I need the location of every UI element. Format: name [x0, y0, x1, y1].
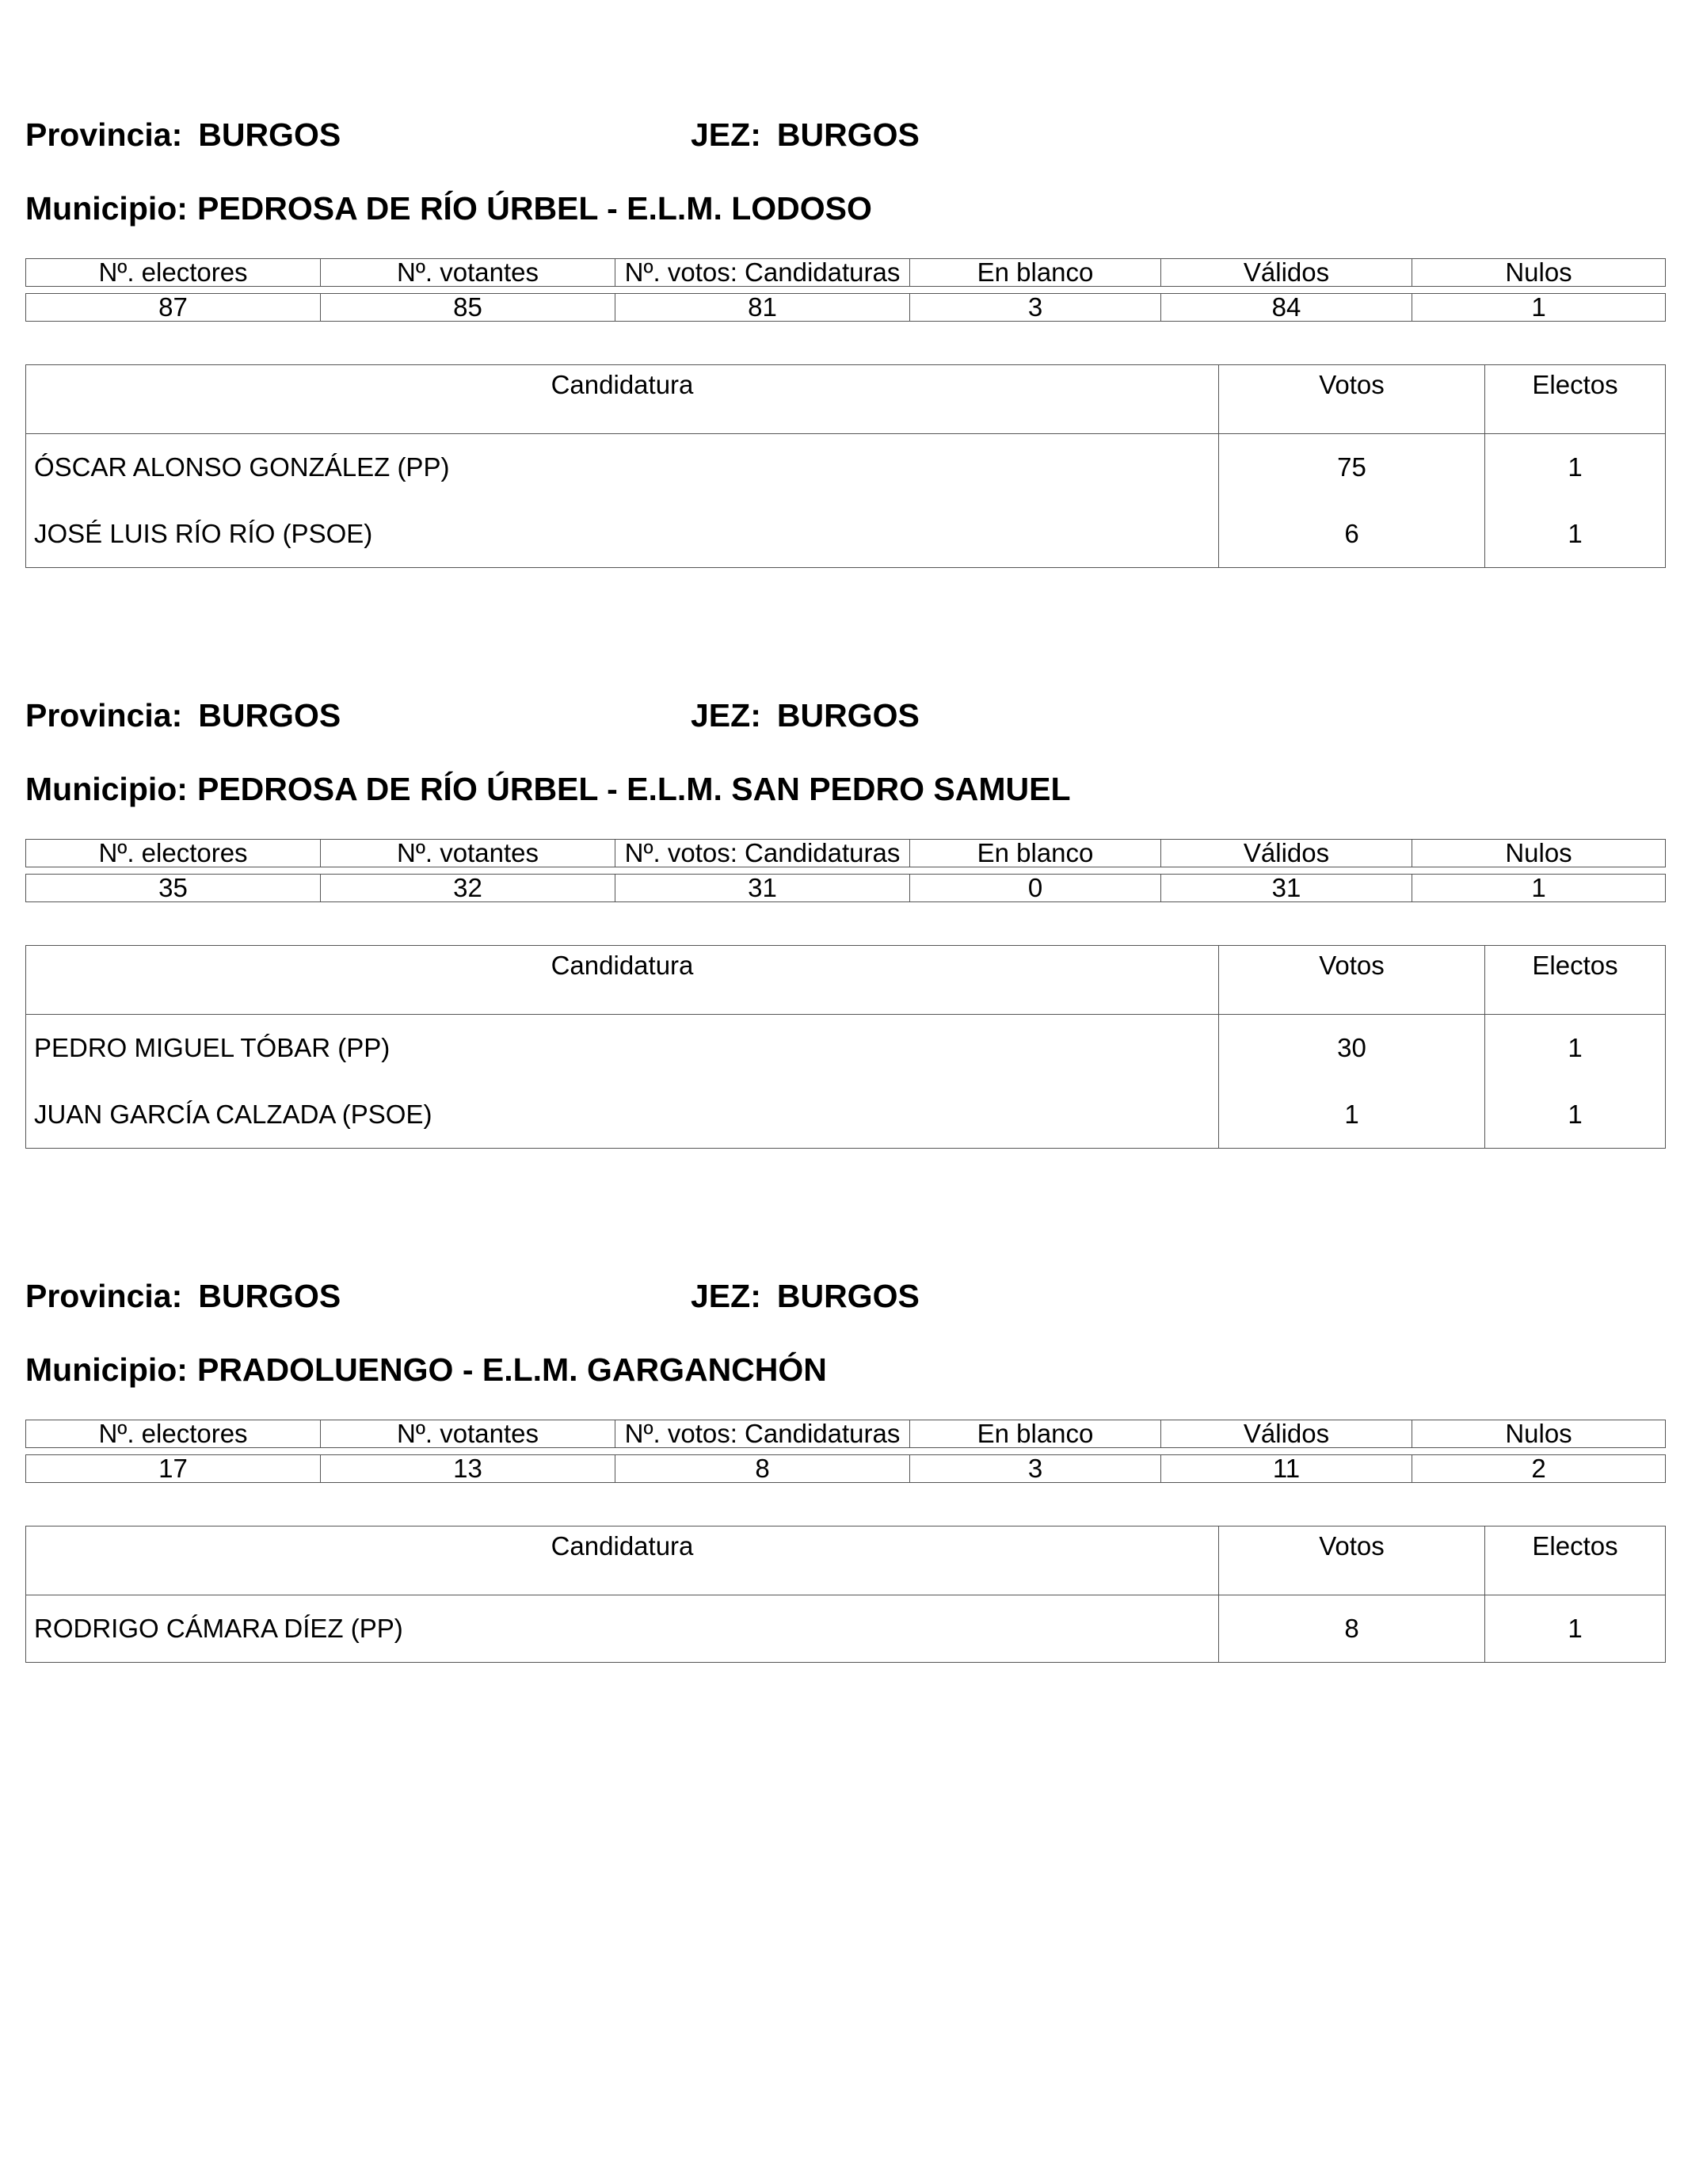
stats-value-cell: 85	[321, 294, 615, 322]
stats-value-cell: 84	[1161, 294, 1412, 322]
candidate-votos: 8	[1219, 1595, 1485, 1663]
stats-header-row	[26, 1420, 1666, 1448]
candidate-name: PEDRO MIGUEL TÓBAR (PP)	[26, 1015, 1219, 1082]
stats-value-cell: 11	[1161, 1455, 1412, 1483]
stats-header-cell: Nº. votos: Candidaturas	[615, 259, 910, 287]
stats-header-cell: Nº. votantes	[321, 259, 615, 287]
candidate-row	[26, 1015, 1666, 1082]
candidates-table	[25, 945, 1666, 1149]
candidate-name: RODRIGO CÁMARA DÍEZ (PP)	[26, 1595, 1219, 1663]
candidate-electos: 1	[1485, 501, 1666, 568]
candidate-row	[26, 501, 1666, 568]
candidate-electos: 1	[1485, 1081, 1666, 1149]
jez-label: JEZ:	[691, 116, 761, 153]
stats-table	[25, 1420, 1666, 1483]
stats-value-cell: 0	[910, 875, 1161, 902]
provincia-label: Provincia:	[25, 1278, 183, 1314]
stats-value-cell: 1	[1412, 875, 1666, 902]
candidates-header-cell: Votos	[1219, 1527, 1485, 1595]
stats-value-cell: 3	[910, 294, 1161, 322]
jez-line	[691, 692, 920, 739]
jez-value: BURGOS	[776, 1278, 920, 1314]
stats-value-cell: 1	[1412, 294, 1666, 322]
jez-label: JEZ:	[691, 1278, 761, 1314]
municipio-label: Municipio:	[25, 1351, 188, 1388]
candidate-name: JOSÉ LUIS RÍO RÍO (PSOE)	[26, 501, 1219, 568]
provincia-label: Provincia:	[25, 697, 183, 734]
municipio-line	[25, 765, 1071, 813]
municipio-value: PEDROSA DE RÍO ÚRBEL - E.L.M. LODOSO	[196, 190, 872, 227]
stats-header-cell: Válidos	[1161, 1420, 1412, 1448]
stats-header-cell: Nº. electores	[26, 840, 321, 867]
stats-value-cell: 3	[910, 1455, 1161, 1483]
municipio-value: PEDROSA DE RÍO ÚRBEL - E.L.M. SAN PEDRO SAMUEL	[196, 771, 1071, 807]
stats-header-cell: Nº. votantes	[321, 840, 615, 867]
candidate-votos: 75	[1219, 434, 1485, 501]
stats-header-cell: Nº. votantes	[321, 1420, 615, 1448]
candidates-header-row	[26, 1527, 1666, 1595]
candidate-row	[26, 1595, 1666, 1663]
stats-header-cell: Nulos	[1412, 840, 1666, 867]
candidate-votos: 6	[1219, 501, 1485, 568]
stats-value-row	[26, 875, 1666, 902]
result-section	[25, 692, 1665, 1246]
candidates-header-cell: Electos	[1485, 1527, 1666, 1595]
provincia-line	[25, 111, 341, 158]
jez-value: BURGOS	[776, 116, 920, 153]
stats-value-row	[26, 294, 1666, 322]
stats-header-cell: En blanco	[910, 1420, 1161, 1448]
stats-header-row	[26, 840, 1666, 867]
stats-value-cell: 32	[321, 875, 615, 902]
candidates-header-cell: Electos	[1485, 946, 1666, 1015]
jez-value: BURGOS	[776, 697, 920, 734]
provincia-line	[25, 1272, 341, 1320]
stats-value-cell: 87	[26, 294, 321, 322]
candidates-header-row	[26, 365, 1666, 434]
jez-line	[691, 111, 920, 158]
municipio-line	[25, 1346, 827, 1393]
stats-value-cell: 81	[615, 294, 910, 322]
candidate-name: ÓSCAR ALONSO GONZÁLEZ (PP)	[26, 434, 1219, 501]
candidates-header-cell: Candidatura	[26, 1527, 1219, 1595]
candidate-votos: 30	[1219, 1015, 1485, 1082]
municipio-value: PRADOLUENGO - E.L.M. GARGANCHÓN	[196, 1351, 827, 1388]
candidates-header-row	[26, 946, 1666, 1015]
provincia-value: BURGOS	[198, 697, 341, 734]
municipio-label: Municipio:	[25, 771, 188, 807]
candidate-electos: 1	[1485, 1015, 1666, 1082]
stats-header-cell: Nulos	[1412, 1420, 1666, 1448]
provincia-value: BURGOS	[198, 116, 341, 153]
stats-header-cell: Nº. electores	[26, 1420, 321, 1448]
result-section	[25, 111, 1665, 665]
stats-value-cell: 31	[615, 875, 910, 902]
stats-header-cell: Nº. votos: Candidaturas	[615, 1420, 910, 1448]
stats-value-cell: 13	[321, 1455, 615, 1483]
candidates-table	[25, 1526, 1666, 1663]
stats-header-cell: En blanco	[910, 259, 1161, 287]
stats-table	[25, 839, 1666, 902]
stats-value-cell: 2	[1412, 1455, 1666, 1483]
stats-value-cell: 31	[1161, 875, 1412, 902]
candidates-header-cell: Electos	[1485, 365, 1666, 434]
stats-value-row	[26, 1455, 1666, 1483]
stats-table	[25, 258, 1666, 322]
candidate-name: JUAN GARCÍA CALZADA (PSOE)	[26, 1081, 1219, 1149]
stats-value-cell: 35	[26, 875, 321, 902]
stats-header-row	[26, 259, 1666, 287]
municipio-line	[25, 185, 872, 232]
candidate-electos: 1	[1485, 434, 1666, 501]
stats-value-cell: 8	[615, 1455, 910, 1483]
candidates-header-cell: Candidatura	[26, 946, 1219, 1015]
jez-label: JEZ:	[691, 697, 761, 734]
result-section	[25, 1272, 1665, 1827]
jez-line	[691, 1272, 920, 1320]
stats-header-cell: Válidos	[1161, 840, 1412, 867]
municipio-label: Municipio:	[25, 190, 188, 227]
candidates-table	[25, 364, 1666, 568]
candidates-header-cell: Votos	[1219, 946, 1485, 1015]
stats-header-cell: Nº. votos: Candidaturas	[615, 840, 910, 867]
stats-value-cell: 17	[26, 1455, 321, 1483]
candidate-row	[26, 434, 1666, 501]
provincia-line	[25, 692, 341, 739]
stats-header-cell: En blanco	[910, 840, 1161, 867]
candidate-electos: 1	[1485, 1595, 1666, 1663]
provincia-label: Provincia:	[25, 116, 183, 153]
candidate-row	[26, 1081, 1666, 1149]
provincia-value: BURGOS	[198, 1278, 341, 1314]
stats-header-cell: Nulos	[1412, 259, 1666, 287]
candidates-header-cell: Votos	[1219, 365, 1485, 434]
candidate-votos: 1	[1219, 1081, 1485, 1149]
stats-header-cell: Válidos	[1161, 259, 1412, 287]
stats-header-cell: Nº. electores	[26, 259, 321, 287]
candidates-header-cell: Candidatura	[26, 365, 1219, 434]
